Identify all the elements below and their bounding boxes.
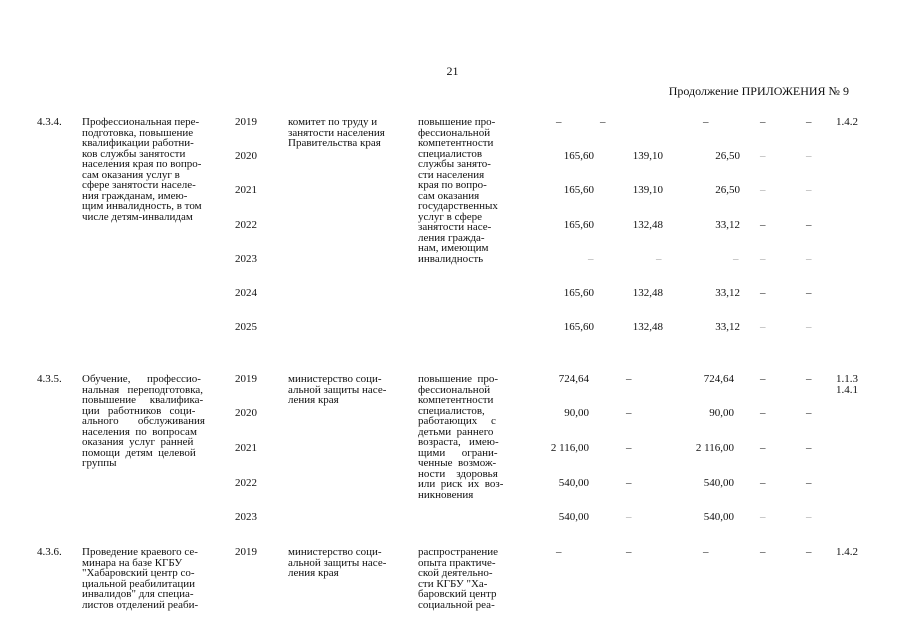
year: 2019 [235,546,257,558]
municipal-value: – [760,116,766,128]
regional-value: 724,64 [703,373,734,385]
row-number: 4.3.6. [37,546,62,558]
federal-value: 139,10 [632,150,663,162]
executor: комитет по труду и занятости населения Правительства края [288,116,385,149]
municipal-value: – [760,442,766,454]
year: 2024 [235,287,257,299]
year: 2022 [235,477,257,489]
federal-value: – [656,253,662,265]
regional-value: – [733,253,739,265]
federal-value: – [626,477,632,489]
regional-value: 33,12 [715,219,740,231]
expected-result: повышение про- фессиональной компетентности специалистов, работающих с детьми раннего возраста, имею- щими ограни- ченные возмож- ности здоровья или риск их воз- никновения [418,373,504,501]
indicator-ref: 1.1.3 1.4.1 [836,373,858,396]
municipal-value: – [760,546,766,558]
total-value: 165,60 [563,219,594,231]
regional-value: 540,00 [703,477,734,489]
indicator-ref: 1.4.2 [836,116,858,128]
executor: министерство соци- альной защиты насе- ления края [288,546,387,579]
federal-value: 132,48 [632,287,663,299]
municipal-value: – [760,511,766,523]
regional-value: 33,12 [715,287,740,299]
federal-value: – [626,373,632,385]
total-value: 540,00 [558,477,589,489]
other-value: – [806,219,812,231]
total-value: – [588,253,594,265]
other-value: – [806,150,812,162]
year: 2020 [235,407,257,419]
regional-value: 90,00 [709,407,734,419]
other-value: – [806,511,812,523]
measure-name: Обучение, профессио- нальная переподготовка, повышение квалифика- ции работников соци- ального обслуживания населения по вопросам оказания услуг ранней помощи детям целевой группы [82,373,205,469]
federal-value: – [626,511,632,523]
regional-value: – [703,546,709,558]
total-value: 165,60 [563,184,594,196]
municipal-value: – [760,373,766,385]
regional-value: 540,00 [703,511,734,523]
page-number: 21 [446,64,459,78]
municipal-value: – [760,253,766,265]
federal-value: 132,48 [632,219,663,231]
federal-value: – [626,442,632,454]
municipal-value: – [760,477,766,489]
year: 2023 [235,253,257,265]
total-value: 165,60 [563,150,594,162]
federal-value: 139,10 [632,184,663,196]
expected-result: распространение опыта практиче- ской деятельно- сти КГБУ "Ха- баровский центр социальной реа- [418,546,499,611]
total-value: 540,00 [558,511,589,523]
other-value: – [806,287,812,299]
total-value: 2 116,00 [550,442,589,454]
year: 2022 [235,219,257,231]
year: 2025 [235,321,257,333]
municipal-value: – [760,407,766,419]
other-value: – [806,184,812,196]
federal-value: – [600,116,606,128]
row-number: 4.3.5. [37,373,62,385]
executor: министерство соци- альной защиты насе- ления края [288,373,387,406]
continuation-heading: Продолжение ПРИЛОЖЕНИЯ № 9 [668,84,849,98]
municipal-value: – [760,150,766,162]
year: 2019 [235,373,257,385]
regional-value: 2 116,00 [695,442,734,454]
row-number: 4.3.4. [37,116,62,128]
regional-value: 33,12 [715,321,740,333]
municipal-value: – [760,219,766,231]
other-value: – [806,407,812,419]
other-value: – [806,477,812,489]
other-value: – [806,321,812,333]
year: 2019 [235,116,257,128]
year: 2020 [235,150,257,162]
total-value: – [556,116,562,128]
total-value: 724,64 [558,373,589,385]
other-value: – [806,116,812,128]
total-value: – [556,546,562,558]
total-value: 165,60 [563,287,594,299]
regional-value: 26,50 [715,184,740,196]
year: 2023 [235,511,257,523]
measure-name: Проведение краевого се- минара на базе КГБУ "Хабаровский центр со- циальной реабилитации инвалидов" для специа- листов отделений реаби- [82,546,199,611]
municipal-value: – [760,184,766,196]
total-value: 90,00 [564,407,589,419]
municipal-value: – [760,321,766,333]
other-value: – [806,442,812,454]
municipal-value: – [760,287,766,299]
regional-value: 26,50 [715,150,740,162]
federal-value: – [626,546,632,558]
federal-value: 132,48 [632,321,663,333]
other-value: – [806,253,812,265]
other-value: – [806,546,812,558]
federal-value: – [626,407,632,419]
measure-name: Профессиональная пере- подготовка, повышение квалификации работни- ков службы занятости населения края по вопро- сам оказания услуг в сфере занятости населе- ния гражданам, имею- щим инвалидность, в том числе детям-инвалидам [82,116,202,223]
total-value: 165,60 [563,321,594,333]
other-value: – [806,373,812,385]
year: 2021 [235,184,257,196]
indicator-ref: 1.4.2 [836,546,858,558]
regional-value: – [703,116,709,128]
year: 2021 [235,442,257,454]
expected-result: повышение про- фессиональной компетентности специалистов службы занято- сти населения края по вопро- сам оказания государственных услуг в сфере занятости насе- ления гражда- нам, имеющим инвалидность [418,116,498,265]
